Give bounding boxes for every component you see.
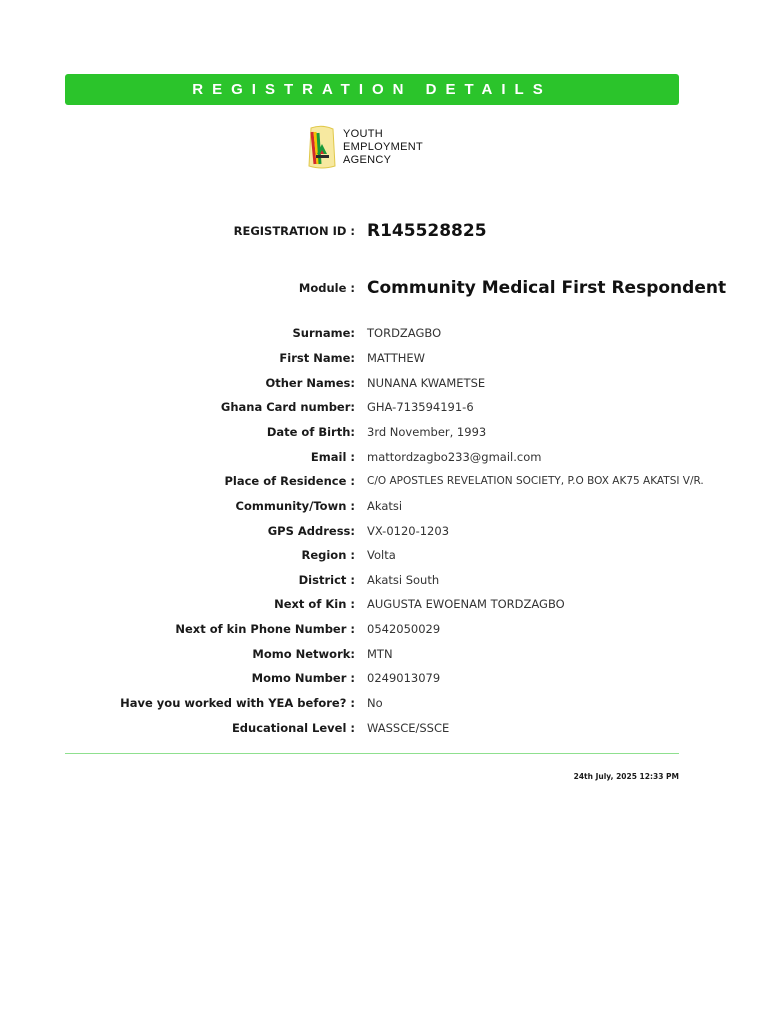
detail-value: WASSCE/SSCE xyxy=(367,721,450,735)
detail-value: NUNANA KWAMETSE xyxy=(367,376,486,390)
detail-row xyxy=(0,570,768,590)
detail-label: Next of kin Phone Number : xyxy=(175,622,355,636)
detail-row xyxy=(0,397,768,417)
detail-label: First Name: xyxy=(279,351,355,365)
detail-value: TORDZAGBO xyxy=(367,326,442,340)
detail-row xyxy=(0,693,768,713)
detail-row xyxy=(0,373,768,393)
yea-emblem-icon xyxy=(305,124,339,170)
logo-line-2: EMPLOYMENT xyxy=(343,140,424,153)
header-banner xyxy=(65,74,679,105)
detail-row xyxy=(0,668,768,688)
detail-label: Place of Residence : xyxy=(224,474,355,488)
detail-value: GHA-713594191-6 xyxy=(367,400,474,414)
detail-value: VX-0120-1203 xyxy=(367,524,450,538)
detail-value: 0249013079 xyxy=(367,671,441,685)
module-value: Community Medical First Respondent xyxy=(367,278,727,298)
detail-row xyxy=(0,323,768,343)
detail-row xyxy=(0,471,768,491)
detail-row xyxy=(0,422,768,442)
detail-row xyxy=(0,545,768,565)
detail-label: Email : xyxy=(310,450,355,464)
detail-value: C/O APOSTLES REVELATION SOCIETY, P.O BOX AK75 AKATSI V/R. xyxy=(367,475,704,487)
logo-line-1: YOUTH xyxy=(343,127,383,140)
module-label: Module : xyxy=(298,281,355,295)
detail-row xyxy=(0,644,768,664)
detail-row xyxy=(0,447,768,467)
detail-value: mattordzagbo233@gmail.com xyxy=(367,450,542,464)
footer-divider xyxy=(65,753,679,754)
detail-label: District : xyxy=(298,573,355,587)
detail-label: Educational Level : xyxy=(231,721,355,735)
detail-label: Momo Network: xyxy=(252,647,355,661)
detail-label: Region : xyxy=(301,548,355,562)
detail-label: Surname: xyxy=(292,326,355,340)
detail-value: Volta xyxy=(367,548,396,562)
detail-value: Akatsi xyxy=(367,499,403,513)
detail-label: GPS Address: xyxy=(267,524,355,538)
detail-label: Date of Birth: xyxy=(266,425,355,439)
detail-row xyxy=(0,348,768,368)
page-title: REGISTRATION DETAILS xyxy=(192,81,552,98)
logo-line-3: AGENCY xyxy=(343,153,392,166)
detail-value: AUGUSTA EWOENAM TORDZAGBO xyxy=(367,597,565,611)
detail-row xyxy=(0,718,768,738)
detail-label: Other Names: xyxy=(265,376,355,390)
detail-label: Have you worked with YEA before? : xyxy=(120,696,355,710)
detail-value: Akatsi South xyxy=(367,573,440,587)
generated-timestamp: 24th July, 2025 12:33 PM xyxy=(573,772,679,781)
detail-value: MTN xyxy=(367,647,393,661)
registration-id-label: REGISTRATION ID : xyxy=(233,224,355,238)
detail-label: Community/Town : xyxy=(235,499,355,513)
detail-row xyxy=(0,619,768,639)
module-row xyxy=(0,278,768,298)
registration-id-row xyxy=(0,221,768,241)
detail-value: 3rd November, 1993 xyxy=(367,425,487,439)
registration-id-value: R145528825 xyxy=(367,221,487,241)
detail-row xyxy=(0,496,768,516)
detail-value: No xyxy=(367,696,383,710)
detail-row xyxy=(0,521,768,541)
detail-label: Momo Number : xyxy=(251,671,355,685)
yea-logo xyxy=(305,124,423,170)
detail-value: 0542050029 xyxy=(367,622,441,636)
detail-row xyxy=(0,594,768,614)
detail-label: Ghana Card number: xyxy=(220,400,355,414)
detail-label: Next of Kin : xyxy=(274,597,355,611)
detail-value: MATTHEW xyxy=(367,351,426,365)
logo-text xyxy=(343,128,423,167)
